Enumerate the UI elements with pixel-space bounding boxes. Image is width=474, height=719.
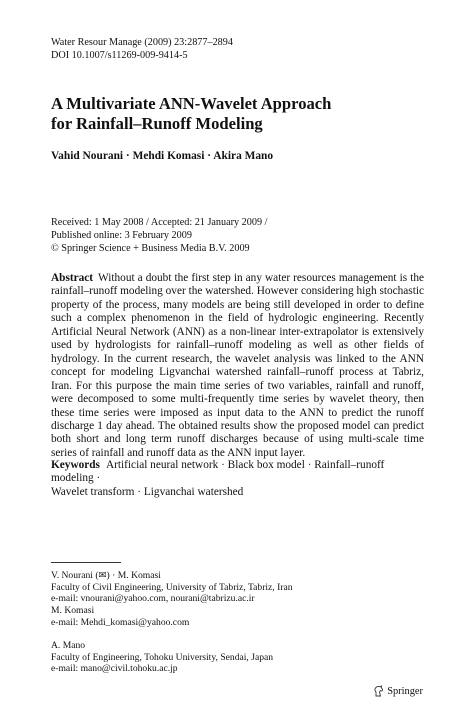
author-separator: · [123,150,133,162]
received-accepted-date: Received: 1 May 2008 / Accepted: 21 January 2009 / [51,217,268,228]
affiliation-department: Faculty of Civil Engineering, University of Tabriz, Tabriz, Iran [51,581,293,593]
keywords-line-2: Wavelet transform · Ligvanchai watershed [51,485,244,498]
author-list [51,150,273,162]
author-separator: · [204,150,214,162]
publisher-logo [373,685,423,697]
affiliation-block [51,640,273,675]
doi-link[interactable]: DOI 10.1007/s11269-009-9414-5 [51,50,188,61]
keywords-line-1: Artificial neural network · Black box model · Rainfall–runoff modeling · [51,459,385,485]
abstract-label: Abstract [51,272,94,284]
paper-title [51,94,331,134]
abstract-section [51,272,424,460]
affiliation-block [51,570,293,605]
affiliation-email[interactable]: e-mail: vnourani@yahoo.com, nourani@tabrizu.ac.ir [51,593,255,605]
affiliation-email[interactable]: e-mail: mano@civil.tohoku.ac.jp [51,663,178,675]
journal-citation: Water Resour Manage (2009) 23:2877–2894 [51,37,233,48]
springer-horse-logo-icon [373,685,384,697]
keywords-label: Keywords [51,459,100,471]
affiliation-block [51,605,189,628]
journal-header [51,36,233,62]
published-online-date: Published online: 3 February 2009 [51,229,192,241]
affiliation-names: V. Nourani (✉) · M. Komasi [51,570,161,581]
affiliation-department: Faculty of Engineering, Tohoku University, Sendai, Japan [51,651,274,663]
publication-dates [51,217,267,255]
affiliation-email[interactable]: e-mail: Mehdi_komasi@yahoo.com [51,616,190,628]
publisher-name: Springer [387,685,423,697]
author-name: Mehdi Komasi [132,150,205,162]
title-line-2: for Rainfall–Runoff Modeling [51,114,263,133]
footnote-divider [51,562,121,563]
title-line-1: A Multivariate ANN-Wavelet Approach [51,94,332,113]
copyright-notice: © Springer Science + Business Media B.V. 2009 [51,242,250,254]
affiliation-names: A. Mano [51,640,86,651]
author-name: Vahid Nourani [51,150,124,162]
abstract-text: Without a doubt the first step in any water resources management is the rainfall–runoff modeling over the watershed. However considering high stochastic property of the process, many models are being still developed in order to define such a complex phenomenon in the field of hydrologic engineering. Recently Artificial Neural Network (ANN) as a non-linear inter-extrapolator is extensively used by hydrologists for rainfall–runoff modeling as well as other fields of hydrology. In the current research, the wavelet analysis was linked to the ANN concept for modeling Ligvanchai watershed rainfall–runoff process at Tabriz, Iran. For this purpose the main time series of two variables, rainfall and runoff, were decomposed to some multi-frequently time series by wavelet theory, then these time series were imposed as input data to the ANN to predict the runoff discharge 1 day ahead. The obtained results show the proposed model can predict both short and long term runoff discharges because of using multi-scale time series of rainfall and runoff data as the ANN input layer. [51,272,424,459]
keywords-section [51,459,424,499]
author-name: Akira Mano [213,150,274,162]
affiliation-names: M. Komasi [51,605,95,616]
